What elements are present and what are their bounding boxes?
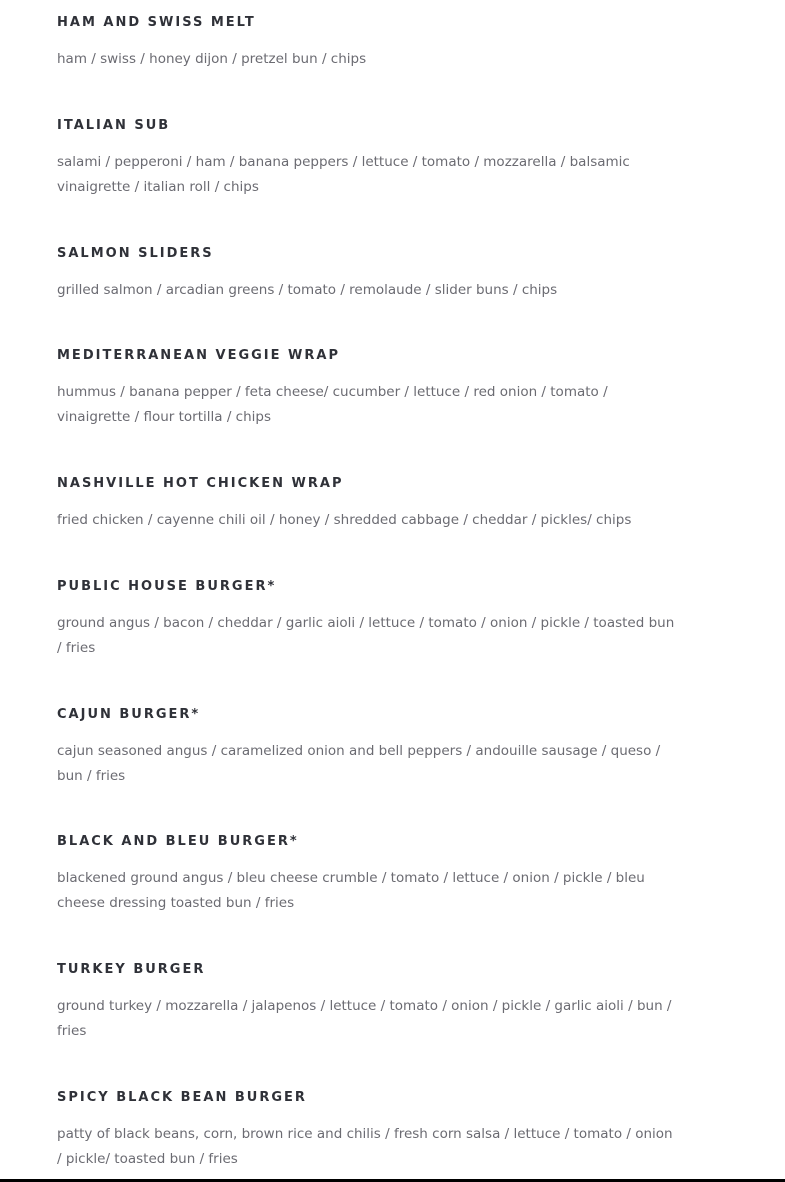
menu-item-description: blackened ground angus / bleu cheese crumble / tomato / lettuce / onion / pickle / bleu cheese dressing toasted bun / fries	[57, 870, 645, 911]
menu-item-name: PUBLIC HOUSE BURGER*	[57, 579, 277, 594]
menu-item-description: cajun seasoned angus / caramelized onion and bell peppers / andouille sausage / queso / bun / fries	[57, 743, 661, 784]
menu-item-name: MEDITERRANEAN VEGGIE WRAP	[57, 348, 340, 363]
menu-item	[57, 15, 677, 72]
menu-item-description: fried chicken / cayenne chili oil / honey / shredded cabbage / cheddar / pickles/ chips	[57, 512, 632, 528]
menu-item-description: salami / pepperoni / ham / banana peppers / lettuce / tomato / mozzarella / balsamic vinaigrette / italian roll / chips	[57, 154, 630, 195]
menu-item-name: TURKEY BURGER	[57, 962, 206, 977]
menu-item	[57, 246, 677, 303]
menu-item-description: hummus / banana pepper / feta cheese/ cucumber / lettuce / red onion / tomato / vinaigrette / flour tortilla / chips	[57, 384, 608, 425]
menu-item-description: ham / swiss / honey dijon / pretzel bun / chips	[57, 51, 367, 67]
menu-item-description: ground angus / bacon / cheddar / garlic aioli / lettuce / tomato / onion / pickle / toasted bun / fries	[57, 615, 675, 656]
menu-item	[57, 962, 677, 1044]
menu-item-name: ITALIAN SUB	[57, 118, 171, 133]
menu-item	[57, 579, 677, 661]
menu-item-name: SPICY BLACK BEAN BURGER	[57, 1090, 307, 1105]
menu-item-name: CAJUN BURGER*	[57, 707, 201, 722]
menu-item	[57, 707, 677, 789]
menu-item-description: grilled salmon / arcadian greens / tomato / remolaude / slider buns / chips	[57, 282, 558, 298]
menu-item	[57, 1090, 677, 1172]
menu-item-description: ground turkey / mozzarella / jalapenos / lettuce / tomato / onion / pickle / garlic aioli / bun / fries	[57, 998, 672, 1039]
menu-item	[57, 118, 677, 200]
menu-item-name: HAM AND SWISS MELT	[57, 15, 256, 30]
menu-item-name: SALMON SLIDERS	[57, 246, 214, 261]
menu-item	[57, 348, 677, 430]
menu-item	[57, 476, 677, 533]
menu-item	[57, 834, 677, 916]
menu-item-name: NASHVILLE HOT CHICKEN WRAP	[57, 476, 344, 491]
menu-item-description: patty of black beans, corn, brown rice and chilis / fresh corn salsa / lettuce / tomato / onion / pickle/ toasted bun / fries	[57, 1126, 673, 1167]
menu-item-name: BLACK AND BLEU BURGER*	[57, 834, 299, 849]
